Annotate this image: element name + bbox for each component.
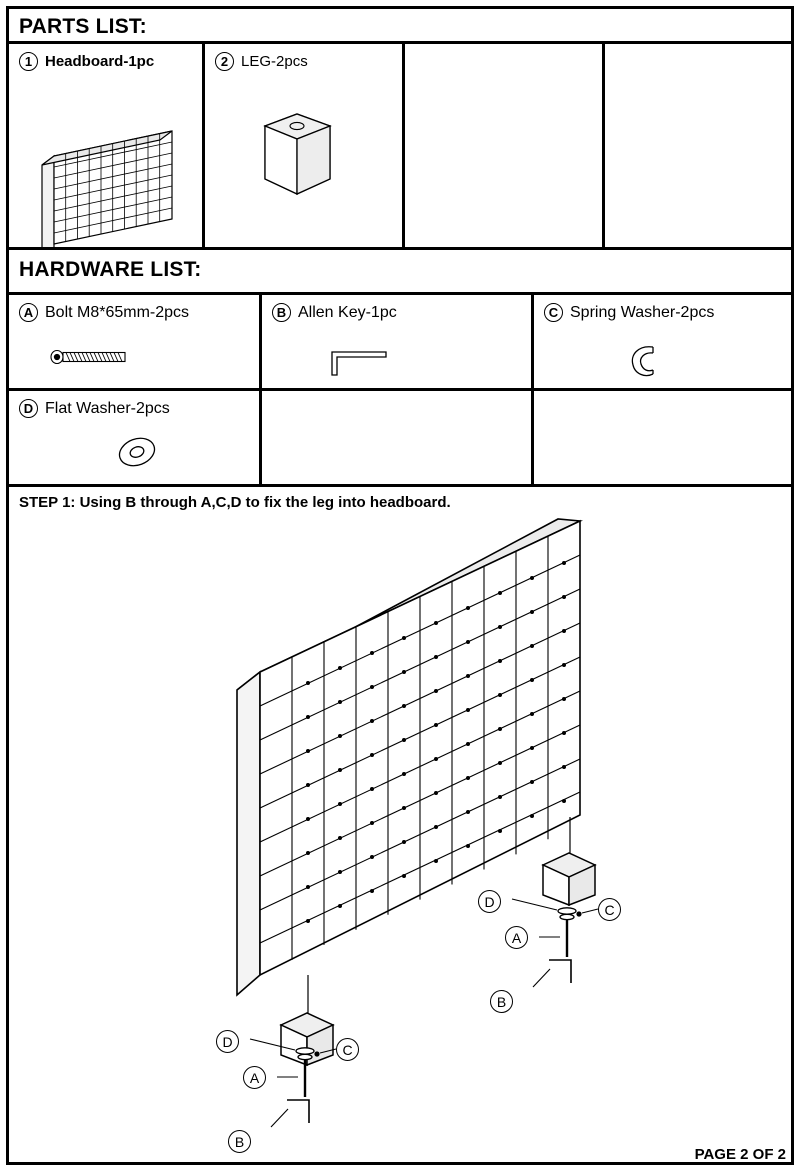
callout-right-b: B: [490, 990, 513, 1013]
bolt-icon: [9, 295, 262, 388]
part-item-2-label: LEG-2pcs: [241, 53, 308, 70]
part-item-1-label: Headboard-1pc: [45, 53, 155, 70]
part-number-badge: 2: [215, 52, 234, 71]
part-item-3-empty: [405, 44, 605, 247]
hardware-item-c: [534, 295, 791, 388]
callout-right-d: D: [478, 890, 501, 913]
hardware-item-empty-2: [534, 391, 791, 484]
hardware-item-d: [9, 391, 262, 484]
part-item-2: [205, 44, 405, 247]
spring-washer-icon: [534, 295, 791, 388]
callout-left-a: A: [243, 1066, 266, 1089]
hardware-list-title: HARDWARE LIST:: [19, 258, 202, 281]
hardware-item-b: [262, 295, 534, 388]
hardware-list-header: [9, 250, 791, 290]
step-1-diagram: [9, 505, 791, 1155]
hardware-item-a: [9, 295, 262, 388]
page-number: PAGE 2 OF 2: [694, 1146, 786, 1163]
step-1-text: STEP 1: Using B through A,C,D to fix the leg into headboard.: [19, 494, 451, 511]
parts-list-title: PARTS LIST:: [19, 15, 147, 38]
part-number-badge: 1: [19, 52, 38, 71]
hardware-item-c-label: Spring Washer-2pcs: [570, 303, 715, 321]
hardware-item-a-label: Bolt M8*65mm-2pcs: [45, 303, 190, 321]
hardware-row-1: [9, 295, 791, 388]
hardware-row-2: [9, 391, 791, 484]
headboard-icon: [9, 44, 205, 247]
parts-list-row: [9, 44, 791, 247]
allen-key-icon: [262, 295, 534, 388]
hardware-letter-badge: C: [544, 303, 563, 322]
callout-left-c: C: [336, 1038, 359, 1061]
callout-left-b: B: [228, 1130, 251, 1153]
callout-right-a: A: [505, 926, 528, 949]
part-item-1: [9, 44, 205, 247]
parts-list-header: [9, 9, 791, 41]
hardware-item-b-label: Allen Key-1pc: [298, 303, 397, 321]
flat-washer-icon: [9, 391, 262, 484]
hardware-letter-badge: B: [272, 303, 291, 322]
hardware-item-empty-1: [262, 391, 534, 484]
leg-block-icon: [205, 44, 405, 247]
callout-right-c: C: [598, 898, 621, 921]
hardware-item-d-label: Flat Washer-2pcs: [45, 399, 170, 417]
part-item-4-empty: [605, 44, 791, 247]
hardware-letter-badge: A: [19, 303, 38, 322]
callout-left-d: D: [216, 1030, 239, 1053]
hardware-letter-badge: D: [19, 399, 38, 418]
